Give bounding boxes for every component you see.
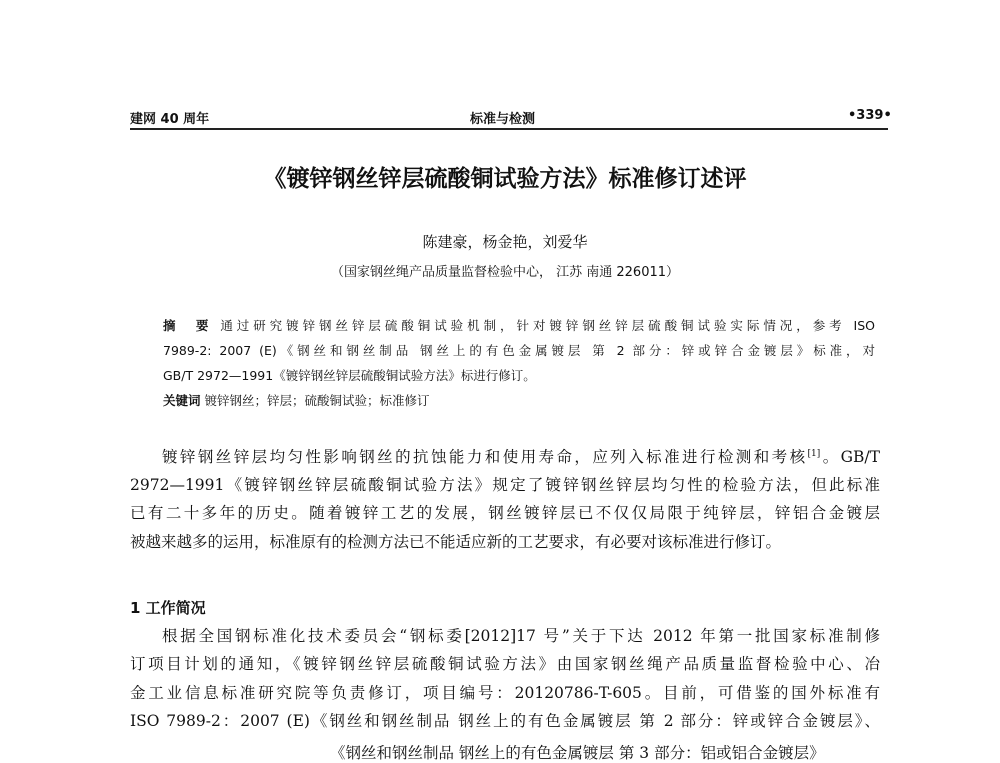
abstract-text: 通过研究镀锌钢丝锌层硫酸铜试验机制，针对镀锌钢丝锌层硫酸铜试验实际情况，参考 ISO xyxy=(220,318,875,333)
abstract-line xyxy=(163,316,875,334)
body-line: 2972—1991《镀锌钢丝锌层硫酸铜试验方法》规定了镀锌钢丝锌层均匀性的检验方法，但此标准 xyxy=(130,476,880,494)
keywords-label: 关键词 xyxy=(163,393,201,408)
abstract-label: 摘 要 xyxy=(163,318,213,333)
keywords: 镀锌钢丝；锌层；硫酸铜试验；标准修订 xyxy=(204,393,430,408)
running-header-left: 建网 40 周年 xyxy=(130,112,210,127)
affiliation: （国家钢丝绳产品质量监督检验中心， 江苏 南通 226011） xyxy=(330,265,680,280)
keywords-line xyxy=(163,391,875,409)
body-line: 已有二十多年的历史。随着镀锌工艺的发展，钢丝镀锌层已不仅仅局限于纯锌层，锌铝合金镀层 xyxy=(130,504,880,522)
body-line xyxy=(162,445,880,467)
page-number: •339• xyxy=(848,108,892,123)
body-line: 根据全国钢标准化技术委员会“钢标委[2012]17 号”关于下达 2012 年第一批国家标准制修 xyxy=(162,627,880,645)
citation: [1] xyxy=(807,448,821,459)
running-header-center: 标准与检测 xyxy=(470,112,536,127)
body-text: 镀锌钢丝锌层均匀性影响钢丝的抗蚀能力和使用寿命，应列入标准进行检测和考核 xyxy=(162,448,808,466)
abstract-line: 7989-2: 2007 (E)《钢丝和钢丝制品 钢丝上的有色金属镀层 第 2 部分：锌或锌合金镀层》标准，对 xyxy=(163,343,875,358)
header-rule xyxy=(130,128,888,130)
authors: 陈建豪，杨金艳，刘爱华 xyxy=(422,233,588,251)
body-line: 订项目计划的通知，《镀锌钢丝锌层硫酸铜试验方法》由国家钢丝绳产品质量监督检验中心、冶 xyxy=(130,655,880,673)
paper-title: 《镀锌钢丝锌层硫酸铜试验方法》标准修订述评 xyxy=(263,166,747,192)
body-text: 。GB/T xyxy=(820,448,880,466)
abstract-line: GB/T 2972—1991《镀锌钢丝锌层硫酸铜试验方法》标进行修订。 xyxy=(163,368,536,383)
body-line: 金工业信息标准研究院等负责修订，项目编号：20120786-T-605。目前，可借鉴的国外标准有 xyxy=(130,684,880,702)
body-line-cut: 《钢丝和钢丝制品 钢丝上的有色金属镀层 第 3 部分：铝或铝合金镀层》 xyxy=(330,744,825,762)
body-line: ISO 7989-2：2007 (E)《钢丝和钢丝制品 钢丝上的有色金属镀层 第 2 部分：锌或锌合金镀层》、 xyxy=(130,712,880,730)
section-heading: 1 工作简况 xyxy=(130,599,206,617)
body-line: 被越来越多的运用，标准原有的检测方法已不能适应新的工艺要求，有必要对该标准进行修订。 xyxy=(130,533,782,551)
